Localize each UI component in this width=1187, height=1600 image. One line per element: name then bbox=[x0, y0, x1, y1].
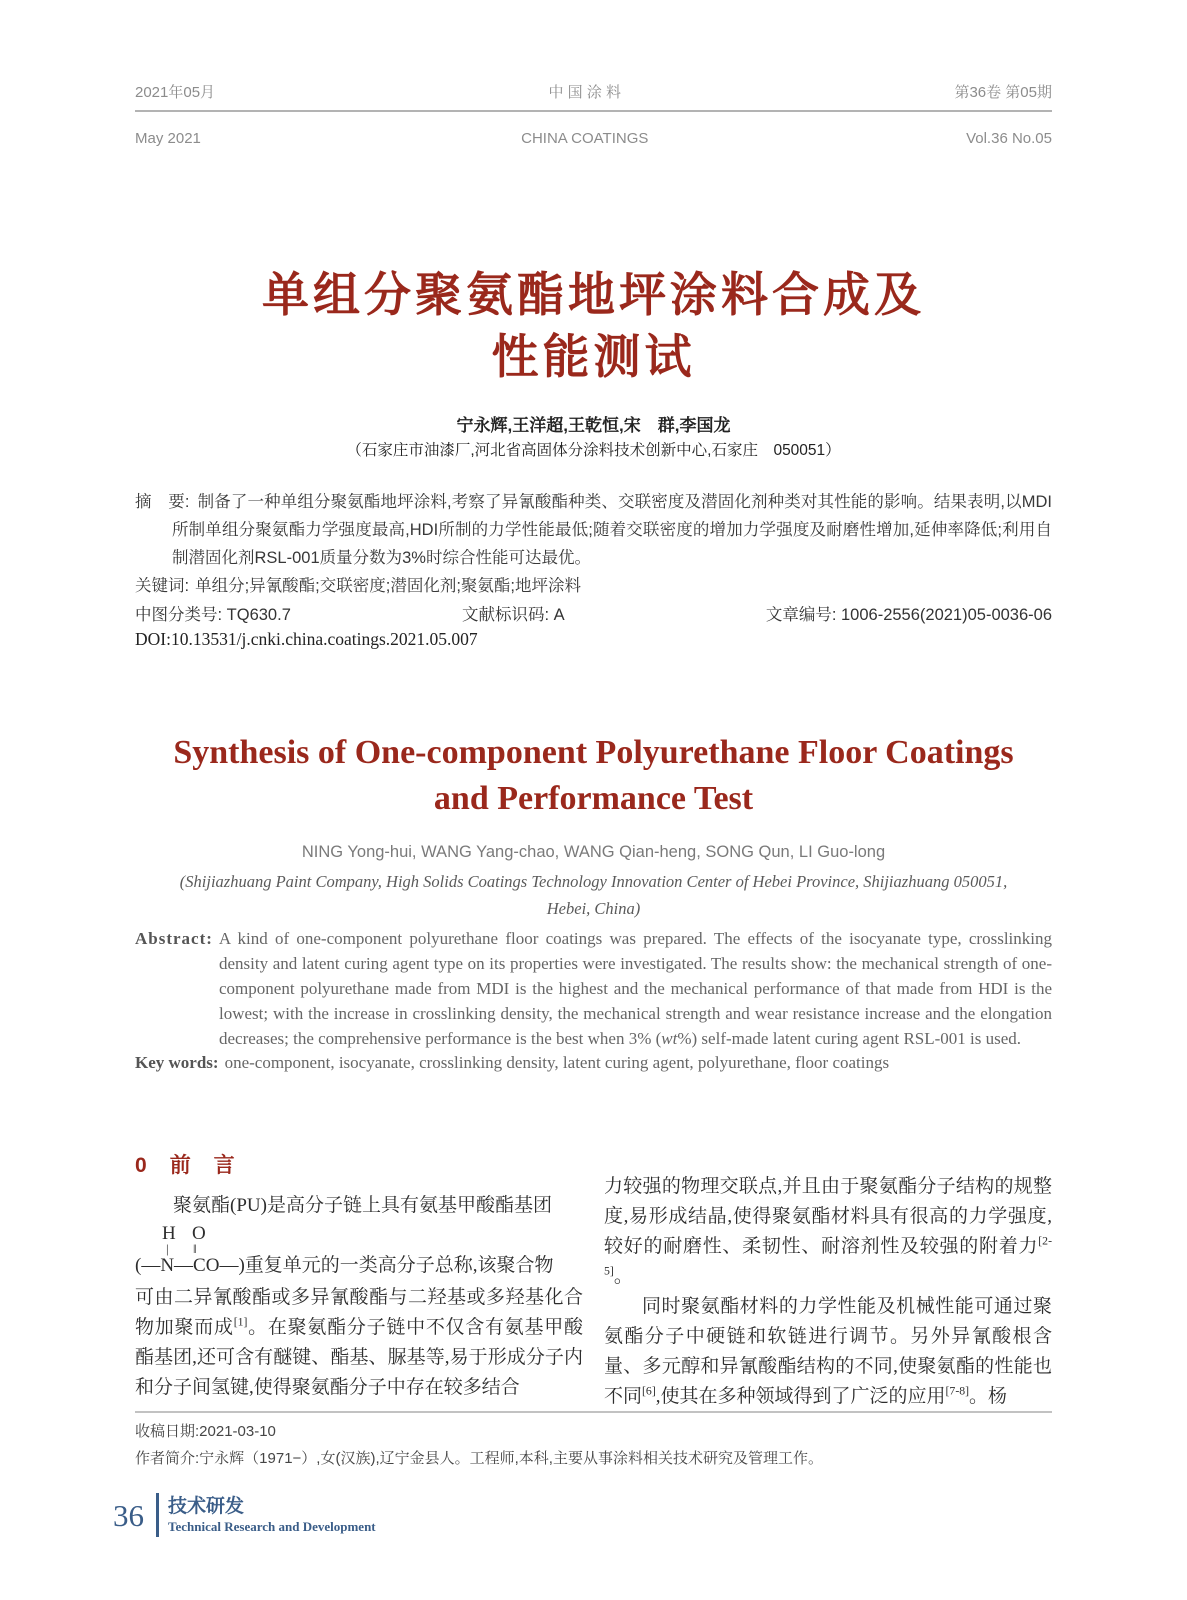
paragraph: 聚氨酯(PU)是高分子链上具有氨基甲酸酯基团 bbox=[173, 1195, 552, 1216]
article-title-en-line1: Synthesis of One-component Polyurethane Floor Coatings bbox=[173, 734, 1014, 771]
formula-atom-o: O bbox=[192, 1223, 206, 1244]
paragraph: 同时聚氨酯材料的力学性能及机械性能可通过聚氨酯分子中硬链和软链进行调节。另外异氰酸根含量、多元醇和异氰酸酯结构的不同,使聚氨酯的性能也不同[6],使其在多种领域得到了广泛的应用[7-8]。杨 bbox=[604, 1296, 1052, 1407]
author-bio: 作者简介:宁永辉（1971−）,女(汉族),辽宁金县人。工程师,本科,主要从事涂料相关技术研究及管理工作。 bbox=[135, 1450, 823, 1467]
keywords-en-label: Key words: bbox=[135, 1053, 219, 1072]
doi: DOI:10.13531/j.cnki.china.coatings.2021.05.007 bbox=[135, 629, 478, 649]
running-head-journal bbox=[521, 58, 648, 173]
running-head-issue bbox=[954, 58, 1052, 173]
article-body bbox=[135, 1143, 1052, 1412]
page-footer bbox=[113, 1493, 376, 1537]
body-column-right bbox=[604, 1143, 1052, 1412]
page-number: 36 bbox=[113, 1497, 144, 1533]
document-code: 文献标识码: A bbox=[462, 606, 565, 624]
running-head bbox=[135, 58, 1052, 173]
formula-repeat-unit: (—N—CO—)重复单元的一类高分子总称,该聚合物 bbox=[135, 1255, 554, 1276]
formula-double-bond: ‖ bbox=[193, 1241, 197, 1256]
affiliation-en bbox=[135, 868, 1052, 922]
footer-divider-bar bbox=[156, 1493, 159, 1537]
abstract-en-label: Abstract: bbox=[135, 929, 213, 948]
abstract-cn-text: 制备了一种单组分聚氨酯地坪涂料,考察了异氰酸酯种类、交联密度及潜固化剂种类对其性能的影响。结果表明,以MDI所制单组分聚氨酯力学强度最高,HDI所制的力学性能最低;随着交联密度的增加力学强度及耐磨性增加,延伸率降低;利用自制潜固化剂RSL-001质量分数为3%时综合性能可达最优。 bbox=[172, 493, 1052, 567]
article-title-en-line2: and Performance Test bbox=[433, 780, 754, 817]
keywords-cn-label: 关键词: bbox=[135, 577, 190, 595]
journal-name-en: CHINA COATINGS bbox=[521, 130, 649, 147]
abstract-cn bbox=[135, 488, 1052, 572]
clc-number: 中图分类号: TQ630.7 bbox=[135, 606, 291, 624]
footer-column-cn: 技术研发 bbox=[168, 1496, 245, 1517]
section-title: 前 言 bbox=[169, 1154, 236, 1177]
classification-row bbox=[135, 601, 1052, 625]
abstract-en-text: A kind of one-component polyurethane floor coatings was prepared. The effects of the isocyanate type, crosslinking density and latent curing agent type on its properties were investigated. The results show: the mechanical strength of one-component polyurethane made from MDI is the highest and the mechanical performance of that made from HDI is the lowest; with the increase in crosslinking density, the mechanical strength and wear resistance increase and the elongation decreases; the comprehensive performance is the best when 3% (wt%) self-made latent curing agent RSL-001 is used. bbox=[218, 929, 1052, 1048]
affiliation-en-line1: (Shijiazhuang Paint Company, High Solids Coatings Technology Innovation Center of Hebei Province, Shijiazhuang 050051, bbox=[179, 872, 1008, 891]
affiliation-cn: （石家庄市油漆厂,河北省高固体分涂料技术创新中心,石家庄 050051） bbox=[346, 442, 841, 459]
paragraph: 力较强的物理交联点,并且由于聚氨酯分子结构的规整度,易形成结晶,使得聚氨酯材料具有很高的力学强度,较好的耐磨性、柔韧性、耐溶剂性及较强的附着力[2-5]。 bbox=[604, 1176, 1052, 1287]
footer-column-name bbox=[168, 1495, 376, 1535]
article-title-cn bbox=[135, 264, 1052, 388]
footer-column-en: Technical Research and Development bbox=[168, 1519, 376, 1534]
header-divider bbox=[135, 110, 1052, 112]
section-number: 0 bbox=[135, 1154, 148, 1177]
paragraph: 可由二异氰酸酯或多异氰酸酯与二羟基或多羟基化合物加聚而成[1]。在聚氨酯分子链中不仅含有氨基甲酸酯基团,还可含有醚键、酯基、脲基等,易于形成分子内和分子间氢键,使得聚氨酯分子中存在较多结合 bbox=[135, 1287, 583, 1398]
article-title-en bbox=[135, 730, 1052, 822]
journal-name-cn: 中 国 涂 料 bbox=[548, 84, 621, 101]
issue-cn: 第36卷 第05期 bbox=[954, 84, 1052, 101]
keywords-cn-text: 单组分;异氰酸酯;交联密度;潜固化剂;聚氨酯;地坪涂料 bbox=[195, 577, 582, 595]
authors-en: NING Yong-hui, WANG Yang-chao, WANG Qian-heng, SONG Qun, LI Guo-long bbox=[301, 843, 886, 861]
abstract-cn-label: 摘 要: bbox=[135, 493, 190, 511]
article-title-cn-line1: 单组分聚氨酯地坪涂料合成及 bbox=[262, 268, 925, 321]
date-cn: 2021年05月 bbox=[135, 84, 216, 101]
footnotes bbox=[135, 1418, 1052, 1472]
issue-en: Vol.36 No.05 bbox=[966, 130, 1052, 147]
body-column-left bbox=[135, 1143, 583, 1412]
article-title-cn-line2: 性能测试 bbox=[491, 330, 696, 383]
formula-atom-h: H bbox=[162, 1223, 176, 1244]
authors-cn: 宁永辉,王洋超,王乾恒,宋 群,李国龙 bbox=[456, 416, 731, 435]
footnote-divider bbox=[135, 1411, 1052, 1413]
formula-single-bond: | bbox=[166, 1241, 169, 1256]
keywords-en bbox=[135, 1053, 1052, 1073]
abstract-en bbox=[135, 926, 1052, 1051]
affiliation-en-line2: Hebei, China) bbox=[546, 899, 641, 918]
date-en: May 2021 bbox=[135, 130, 201, 147]
chemical-formula bbox=[135, 1221, 583, 1283]
keywords-cn bbox=[135, 572, 1052, 596]
keywords-en-text: one-component, isocyanate, crosslinking density, latent curing agent, polyurethane, floor coatings bbox=[224, 1053, 890, 1072]
article-id: 文章编号: 1006-2556(2021)05-0036-06 bbox=[765, 606, 1052, 624]
section-heading bbox=[135, 1151, 583, 1181]
running-head-date bbox=[135, 58, 215, 173]
received-date: 收稿日期:2021-03-10 bbox=[135, 1423, 276, 1440]
